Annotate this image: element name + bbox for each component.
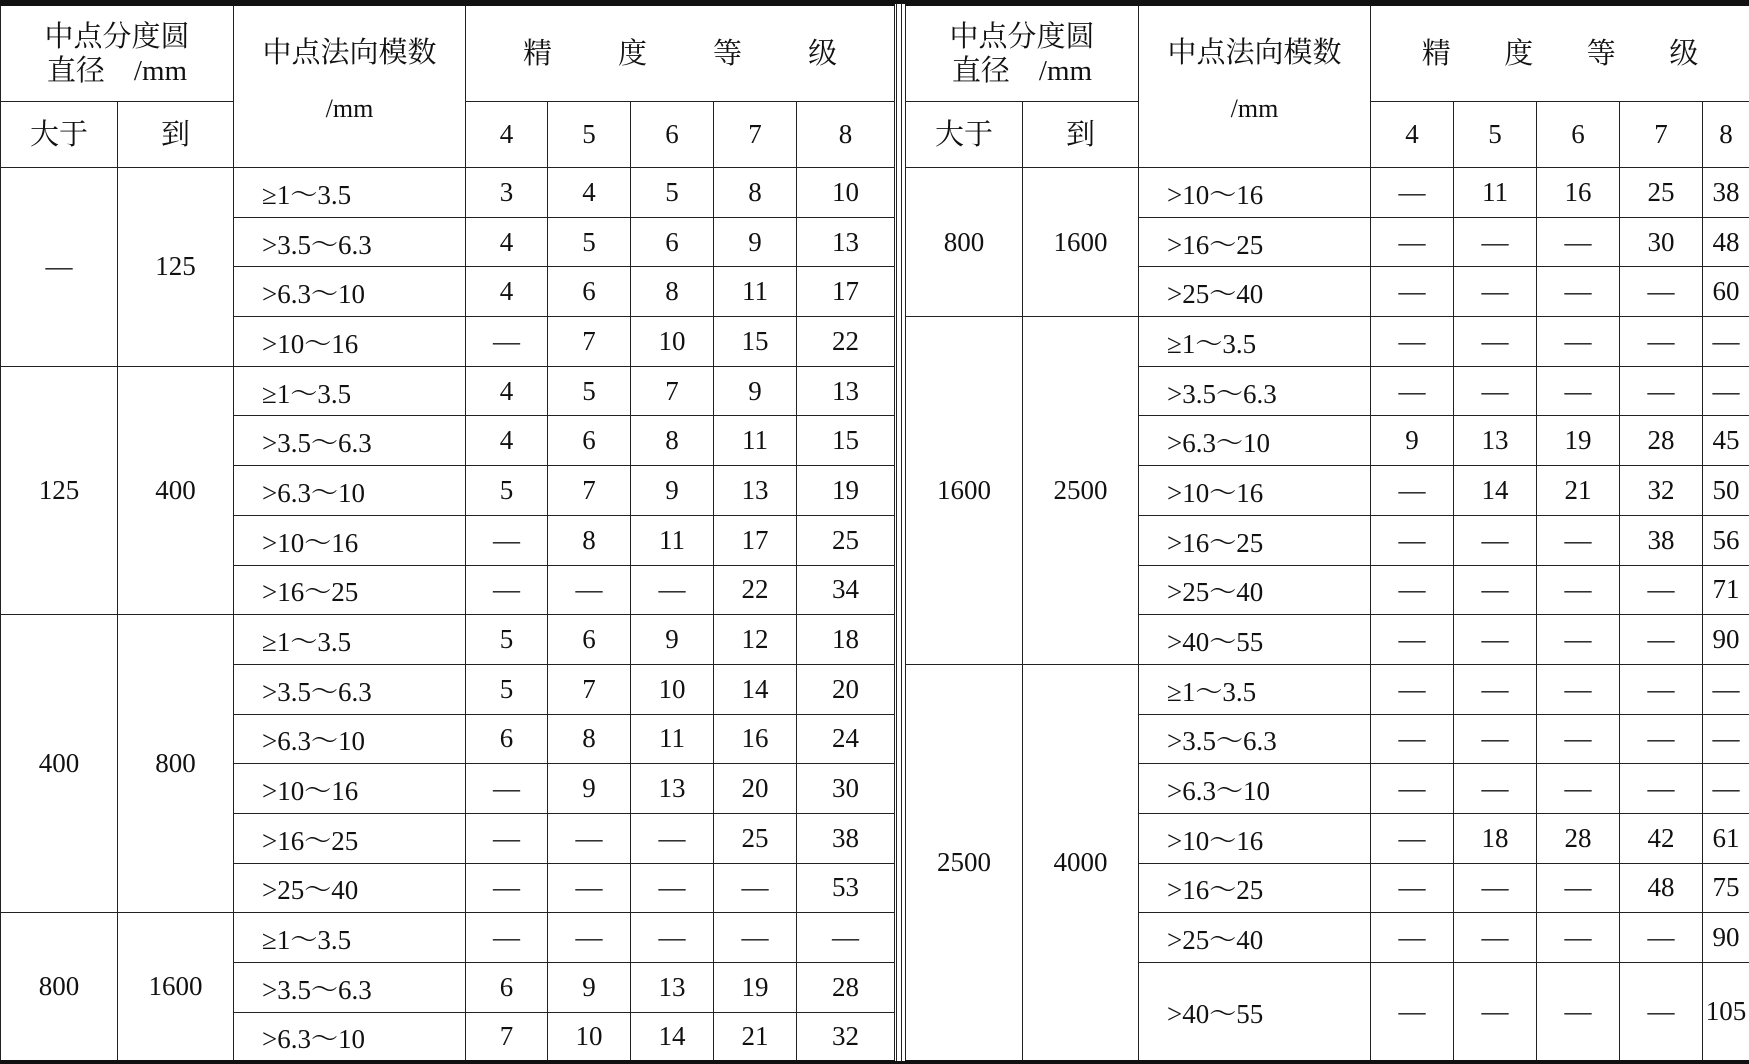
grade-value-cell: — bbox=[1620, 764, 1703, 814]
module-range-cell: >25～40 bbox=[1139, 913, 1371, 963]
header-row bbox=[1, 5, 895, 102]
module-header-unit: /mm bbox=[1230, 94, 1279, 123]
grade-value-cell: 8 bbox=[631, 416, 714, 466]
module-range-cell: >16～25 bbox=[234, 565, 466, 615]
grade-value-cell: — bbox=[1371, 217, 1454, 267]
grade-value-cell: — bbox=[1454, 615, 1537, 665]
grade-header-char: 等 bbox=[713, 37, 743, 70]
grade-value-cell: — bbox=[1620, 317, 1703, 367]
grade-column-header: 6 bbox=[631, 102, 714, 168]
grade-value-cell: 22 bbox=[714, 565, 797, 615]
grade-value-cell: — bbox=[1454, 913, 1537, 963]
grade-value-cell: — bbox=[1371, 168, 1454, 218]
grade-column-header: 5 bbox=[1454, 102, 1537, 168]
grade-value-cell: — bbox=[1537, 366, 1620, 416]
grade-value-cell: — bbox=[714, 913, 797, 963]
grade-value-cell: 9 bbox=[631, 466, 714, 516]
grade-value-cell: — bbox=[1454, 317, 1537, 367]
grade-value-cell: 53 bbox=[797, 863, 895, 913]
grade-value-cell: 19 bbox=[1537, 416, 1620, 466]
grade-value-cell: 30 bbox=[1620, 217, 1703, 267]
grade-value-cell: 7 bbox=[466, 1012, 548, 1062]
grade-header-char: 级 bbox=[1669, 37, 1699, 70]
diameter-over-cell: 125 bbox=[1, 366, 118, 614]
grade-header-char: 度 bbox=[618, 37, 648, 70]
module-range-cell: ≥1～3.5 bbox=[234, 366, 466, 416]
grade-value-cell: 6 bbox=[466, 714, 548, 764]
grade-value-cell: — bbox=[1537, 863, 1620, 913]
grade-value-cell: — bbox=[1537, 565, 1620, 615]
grade-value-cell: 6 bbox=[548, 267, 631, 317]
grade-value-cell: — bbox=[548, 913, 631, 963]
grade-value-cell: 4 bbox=[466, 217, 548, 267]
module-range-cell: >3.5～6.3 bbox=[234, 416, 466, 466]
grade-value-cell: 11 bbox=[631, 714, 714, 764]
module-range-cell: >3.5～6.3 bbox=[234, 664, 466, 714]
grade-value-cell: 5 bbox=[466, 466, 548, 516]
module-range-cell: >6.3～10 bbox=[234, 267, 466, 317]
grade-value-cell: 7 bbox=[548, 466, 631, 516]
grade-value-cell: 9 bbox=[1371, 416, 1454, 466]
diameter-to-cell: 800 bbox=[118, 615, 234, 913]
grade-value-cell: 42 bbox=[1620, 813, 1703, 863]
grade-value-cell: — bbox=[1454, 664, 1537, 714]
grade-header-char: 级 bbox=[808, 37, 838, 70]
grade-value-cell: 13 bbox=[631, 764, 714, 814]
grade-value-cell: 14 bbox=[1454, 466, 1537, 516]
module-range-cell: >10～16 bbox=[234, 764, 466, 814]
module-header-unit: /mm bbox=[325, 94, 374, 123]
grade-value-cell: 32 bbox=[797, 1012, 895, 1062]
grade-value-cell: — bbox=[1371, 913, 1454, 963]
grade-value-cell: 11 bbox=[631, 515, 714, 565]
grade-header bbox=[1371, 5, 1749, 102]
grade-value-cell: — bbox=[1703, 664, 1749, 714]
grade-value-cell: — bbox=[631, 813, 714, 863]
grade-value-cell: — bbox=[1620, 565, 1703, 615]
grade-value-cell: 13 bbox=[1454, 416, 1537, 466]
grade-value-cell: 8 bbox=[714, 168, 797, 218]
diameter-over-cell: 800 bbox=[906, 168, 1023, 317]
diameter-to-cell: 4000 bbox=[1023, 664, 1139, 1061]
grade-value-cell: — bbox=[1537, 664, 1620, 714]
grade-value-cell: 90 bbox=[1703, 615, 1749, 665]
grade-value-cell: — bbox=[714, 863, 797, 913]
grade-value-cell: 10 bbox=[548, 1012, 631, 1062]
grade-value-cell: — bbox=[1703, 714, 1749, 764]
grade-value-cell: — bbox=[1620, 267, 1703, 317]
grade-value-cell: — bbox=[1371, 764, 1454, 814]
grade-value-cell: — bbox=[1371, 714, 1454, 764]
grade-value-cell: 25 bbox=[1620, 168, 1703, 218]
module-range-cell: >10～16 bbox=[1139, 813, 1371, 863]
module-range-cell: ≥1～3.5 bbox=[234, 168, 466, 218]
grade-value-cell: 25 bbox=[714, 813, 797, 863]
grade-value-cell: 4 bbox=[548, 168, 631, 218]
grade-value-cell: 19 bbox=[714, 963, 797, 1013]
module-range-cell: ≥1～3.5 bbox=[234, 913, 466, 963]
table-row bbox=[906, 168, 1749, 218]
grade-value-cell: — bbox=[1537, 267, 1620, 317]
grade-value-cell: 6 bbox=[466, 963, 548, 1013]
grade-value-cell: — bbox=[1371, 813, 1454, 863]
grade-value-cell: 14 bbox=[714, 664, 797, 714]
module-range-cell: ≥1～3.5 bbox=[1139, 664, 1371, 714]
over-header: 大于 bbox=[906, 102, 1023, 168]
grade-value-cell: — bbox=[548, 813, 631, 863]
grade-value-cell: — bbox=[797, 913, 895, 963]
module-range-cell: >10～16 bbox=[234, 515, 466, 565]
grade-value-cell: — bbox=[1537, 714, 1620, 764]
grade-value-cell: — bbox=[466, 913, 548, 963]
grade-value-cell: 38 bbox=[1703, 168, 1749, 218]
grade-value-cell: — bbox=[466, 813, 548, 863]
module-range-cell: >25～40 bbox=[234, 863, 466, 913]
grade-value-cell: 15 bbox=[797, 416, 895, 466]
diameter-to-cell: 1600 bbox=[118, 913, 234, 1062]
to-header: 到 bbox=[1023, 102, 1139, 168]
diameter-over-cell: 1600 bbox=[906, 317, 1023, 665]
diameter-to-cell: 125 bbox=[118, 168, 234, 367]
grade-value-cell: — bbox=[1620, 913, 1703, 963]
diameter-over-cell: 2500 bbox=[906, 664, 1023, 1061]
grade-value-cell: 13 bbox=[797, 366, 895, 416]
grade-column-header: 7 bbox=[714, 102, 797, 168]
grade-value-cell: — bbox=[1371, 863, 1454, 913]
left-table bbox=[0, 3, 895, 1063]
module-header bbox=[234, 5, 466, 168]
diameter-over-cell: — bbox=[1, 168, 118, 367]
grade-value-cell: — bbox=[548, 863, 631, 913]
grade-value-cell: — bbox=[466, 764, 548, 814]
grade-value-cell: 60 bbox=[1703, 267, 1749, 317]
grade-value-cell: — bbox=[1371, 466, 1454, 516]
grade-value-cell: 8 bbox=[548, 714, 631, 764]
grade-value-cell: 28 bbox=[1620, 416, 1703, 466]
grade-value-cell: 45 bbox=[1703, 416, 1749, 466]
grade-value-cell: 7 bbox=[631, 366, 714, 416]
module-range-cell: >6.3～10 bbox=[234, 714, 466, 764]
grade-value-cell: 15 bbox=[714, 317, 797, 367]
grade-header-char: 度 bbox=[1504, 37, 1534, 70]
grade-value-cell: 105 bbox=[1703, 963, 1749, 1062]
grade-value-cell: 20 bbox=[797, 664, 895, 714]
diameter-to-cell: 400 bbox=[118, 366, 234, 614]
grade-value-cell: 3 bbox=[466, 168, 548, 218]
grade-value-cell: — bbox=[1371, 267, 1454, 317]
grade-value-cell: 75 bbox=[1703, 863, 1749, 913]
diameter-to-cell: 1600 bbox=[1023, 168, 1139, 317]
diameter-over-cell: 800 bbox=[1, 913, 118, 1062]
grade-value-cell: 10 bbox=[631, 664, 714, 714]
grade-value-cell: — bbox=[1703, 366, 1749, 416]
grade-value-cell: — bbox=[1537, 317, 1620, 367]
grade-value-cell: — bbox=[1371, 565, 1454, 615]
grade-value-cell: — bbox=[1371, 963, 1454, 1062]
grade-value-cell: — bbox=[1620, 963, 1703, 1062]
grade-value-cell: — bbox=[1454, 217, 1537, 267]
grade-value-cell: — bbox=[1537, 913, 1620, 963]
grade-value-cell: 5 bbox=[466, 615, 548, 665]
grade-value-cell: 38 bbox=[797, 813, 895, 863]
grade-value-cell: 17 bbox=[714, 515, 797, 565]
module-header-label: 中点法向模数 bbox=[1167, 37, 1342, 69]
grade-value-cell: 6 bbox=[631, 217, 714, 267]
grade-value-cell: 13 bbox=[714, 466, 797, 516]
module-range-cell: >6.3～10 bbox=[234, 1012, 466, 1062]
module-range-cell: >25～40 bbox=[1139, 565, 1371, 615]
grade-header-label bbox=[466, 37, 894, 71]
table-row bbox=[906, 664, 1749, 714]
grade-value-cell: 17 bbox=[797, 267, 895, 317]
grade-value-cell: 7 bbox=[548, 317, 631, 367]
module-header-label: 中点法向模数 bbox=[262, 37, 437, 69]
grade-value-cell: 10 bbox=[797, 168, 895, 218]
grade-value-cell: 25 bbox=[797, 515, 895, 565]
grade-header-char: 精 bbox=[1421, 37, 1451, 70]
grade-value-cell: — bbox=[1454, 764, 1537, 814]
diameter-to-cell: 2500 bbox=[1023, 317, 1139, 665]
grade-value-cell: 38 bbox=[1620, 515, 1703, 565]
table-row bbox=[1, 168, 895, 218]
module-range-cell: >10～16 bbox=[234, 317, 466, 367]
grade-value-cell: 21 bbox=[1537, 466, 1620, 516]
grade-value-cell: — bbox=[466, 317, 548, 367]
grade-value-cell: 22 bbox=[797, 317, 895, 367]
table-separator bbox=[896, 3, 902, 1061]
module-range-cell: >6.3～10 bbox=[234, 466, 466, 516]
grade-value-cell: 6 bbox=[548, 615, 631, 665]
grade-header-char: 等 bbox=[1586, 37, 1616, 70]
grade-header-char: 精 bbox=[523, 37, 553, 70]
module-range-cell: >16～25 bbox=[1139, 515, 1371, 565]
grade-value-cell: 6 bbox=[548, 416, 631, 466]
grade-value-cell: 30 bbox=[797, 764, 895, 814]
grade-value-cell: 9 bbox=[714, 217, 797, 267]
grade-column-header: 7 bbox=[1620, 102, 1703, 168]
grade-value-cell: 19 bbox=[797, 466, 895, 516]
grade-column-header: 8 bbox=[797, 102, 895, 168]
grade-value-cell: — bbox=[1454, 714, 1537, 764]
grade-column-header: 4 bbox=[1371, 102, 1454, 168]
grade-value-cell: — bbox=[631, 565, 714, 615]
module-range-cell: >3.5～6.3 bbox=[1139, 366, 1371, 416]
grade-value-cell: 21 bbox=[714, 1012, 797, 1062]
module-range-cell: >3.5～6.3 bbox=[234, 217, 466, 267]
grade-value-cell: 56 bbox=[1703, 515, 1749, 565]
module-range-cell: >16～25 bbox=[1139, 863, 1371, 913]
grade-value-cell: — bbox=[1537, 764, 1620, 814]
grade-value-cell: — bbox=[1620, 664, 1703, 714]
grade-column-header: 5 bbox=[548, 102, 631, 168]
grade-value-cell: — bbox=[466, 565, 548, 615]
grade-value-cell: 20 bbox=[714, 764, 797, 814]
grade-value-cell: 18 bbox=[797, 615, 895, 665]
grade-value-cell: 61 bbox=[1703, 813, 1749, 863]
grade-value-cell: — bbox=[631, 863, 714, 913]
grade-value-cell: — bbox=[1454, 863, 1537, 913]
grade-value-cell: 28 bbox=[797, 963, 895, 1013]
diameter-header: 中点分度圆 直径 /mm bbox=[1, 5, 234, 102]
grade-value-cell: 13 bbox=[797, 217, 895, 267]
module-range-cell: >10～16 bbox=[1139, 168, 1371, 218]
grade-value-cell: — bbox=[1537, 515, 1620, 565]
module-range-cell: >16～25 bbox=[234, 813, 466, 863]
grade-value-cell: 5 bbox=[631, 168, 714, 218]
grade-value-cell: — bbox=[1620, 714, 1703, 764]
grade-value-cell: — bbox=[1371, 317, 1454, 367]
grade-value-cell: — bbox=[1620, 615, 1703, 665]
grade-value-cell: 9 bbox=[714, 366, 797, 416]
grade-value-cell: 4 bbox=[466, 267, 548, 317]
grade-value-cell: 16 bbox=[1537, 168, 1620, 218]
module-range-cell: ≥1～3.5 bbox=[234, 615, 466, 665]
grade-value-cell: 90 bbox=[1703, 913, 1749, 963]
table-row bbox=[1, 913, 895, 963]
grade-value-cell: 5 bbox=[548, 217, 631, 267]
grade-value-cell: 4 bbox=[466, 416, 548, 466]
grade-value-cell: — bbox=[466, 515, 548, 565]
grade-value-cell: 48 bbox=[1620, 863, 1703, 913]
module-range-cell: >3.5～6.3 bbox=[234, 963, 466, 1013]
grade-value-cell: 10 bbox=[631, 317, 714, 367]
grade-value-cell: 24 bbox=[797, 714, 895, 764]
module-range-cell: >6.3～10 bbox=[1139, 416, 1371, 466]
grade-value-cell: — bbox=[1454, 565, 1537, 615]
module-range-cell: >40～55 bbox=[1139, 963, 1371, 1062]
grade-value-cell: 8 bbox=[548, 515, 631, 565]
module-range-cell: >10～16 bbox=[1139, 466, 1371, 516]
grade-value-cell: 11 bbox=[714, 416, 797, 466]
grade-value-cell: — bbox=[1371, 366, 1454, 416]
table-row bbox=[1, 366, 895, 416]
grade-value-cell: — bbox=[1620, 366, 1703, 416]
grade-value-cell: 11 bbox=[714, 267, 797, 317]
grade-value-cell: 7 bbox=[548, 664, 631, 714]
grade-value-cell: — bbox=[548, 565, 631, 615]
grade-value-cell: — bbox=[1454, 267, 1537, 317]
module-range-cell: >25～40 bbox=[1139, 267, 1371, 317]
grade-value-cell: — bbox=[1371, 615, 1454, 665]
grade-column-header: 4 bbox=[466, 102, 548, 168]
diameter-header: 中点分度圆 直径 /mm bbox=[906, 5, 1139, 102]
grade-value-cell: — bbox=[1537, 615, 1620, 665]
grade-column-header: 8 bbox=[1703, 102, 1749, 168]
grade-value-cell: — bbox=[1703, 764, 1749, 814]
module-range-cell: >6.3～10 bbox=[1139, 764, 1371, 814]
right-table bbox=[905, 3, 1749, 1063]
grade-value-cell: 32 bbox=[1620, 466, 1703, 516]
grade-value-cell: 14 bbox=[631, 1012, 714, 1062]
grade-value-cell: — bbox=[631, 913, 714, 963]
grade-value-cell: 13 bbox=[631, 963, 714, 1013]
table-row bbox=[906, 317, 1749, 367]
to-header: 到 bbox=[118, 102, 234, 168]
grade-value-cell: 8 bbox=[631, 267, 714, 317]
grade-header-label bbox=[1371, 37, 1749, 71]
grade-value-cell: 12 bbox=[714, 615, 797, 665]
grade-value-cell: 48 bbox=[1703, 217, 1749, 267]
grade-value-cell: 9 bbox=[631, 615, 714, 665]
grade-value-cell: 9 bbox=[548, 963, 631, 1013]
grade-value-cell: 16 bbox=[714, 714, 797, 764]
grade-value-cell: 11 bbox=[1454, 168, 1537, 218]
over-header: 大于 bbox=[1, 102, 118, 168]
grade-value-cell: — bbox=[1703, 317, 1749, 367]
module-range-cell: ≥1～3.5 bbox=[1139, 317, 1371, 367]
grade-value-cell: — bbox=[1537, 217, 1620, 267]
grade-header bbox=[466, 5, 895, 102]
grade-value-cell: 9 bbox=[548, 764, 631, 814]
grade-value-cell: — bbox=[1454, 366, 1537, 416]
diameter-over-cell: 400 bbox=[1, 615, 118, 913]
grade-value-cell: 50 bbox=[1703, 466, 1749, 516]
grade-value-cell: — bbox=[1454, 963, 1537, 1062]
grade-value-cell: 18 bbox=[1454, 813, 1537, 863]
grade-value-cell: 71 bbox=[1703, 565, 1749, 615]
module-range-cell: >40～55 bbox=[1139, 615, 1371, 665]
grade-value-cell: 28 bbox=[1537, 813, 1620, 863]
module-range-cell: >16～25 bbox=[1139, 217, 1371, 267]
header-row bbox=[906, 5, 1749, 102]
grade-value-cell: 4 bbox=[466, 366, 548, 416]
module-range-cell: >3.5～6.3 bbox=[1139, 714, 1371, 764]
grade-column-header: 6 bbox=[1537, 102, 1620, 168]
grade-value-cell: 5 bbox=[548, 366, 631, 416]
module-header bbox=[1139, 5, 1371, 168]
grade-value-cell: — bbox=[1454, 515, 1537, 565]
grade-value-cell: 5 bbox=[466, 664, 548, 714]
grade-value-cell: — bbox=[1537, 963, 1620, 1062]
table-row bbox=[1, 615, 895, 665]
grade-value-cell: — bbox=[1371, 664, 1454, 714]
grade-value-cell: — bbox=[1371, 515, 1454, 565]
grade-value-cell: 34 bbox=[797, 565, 895, 615]
grade-value-cell: — bbox=[466, 863, 548, 913]
